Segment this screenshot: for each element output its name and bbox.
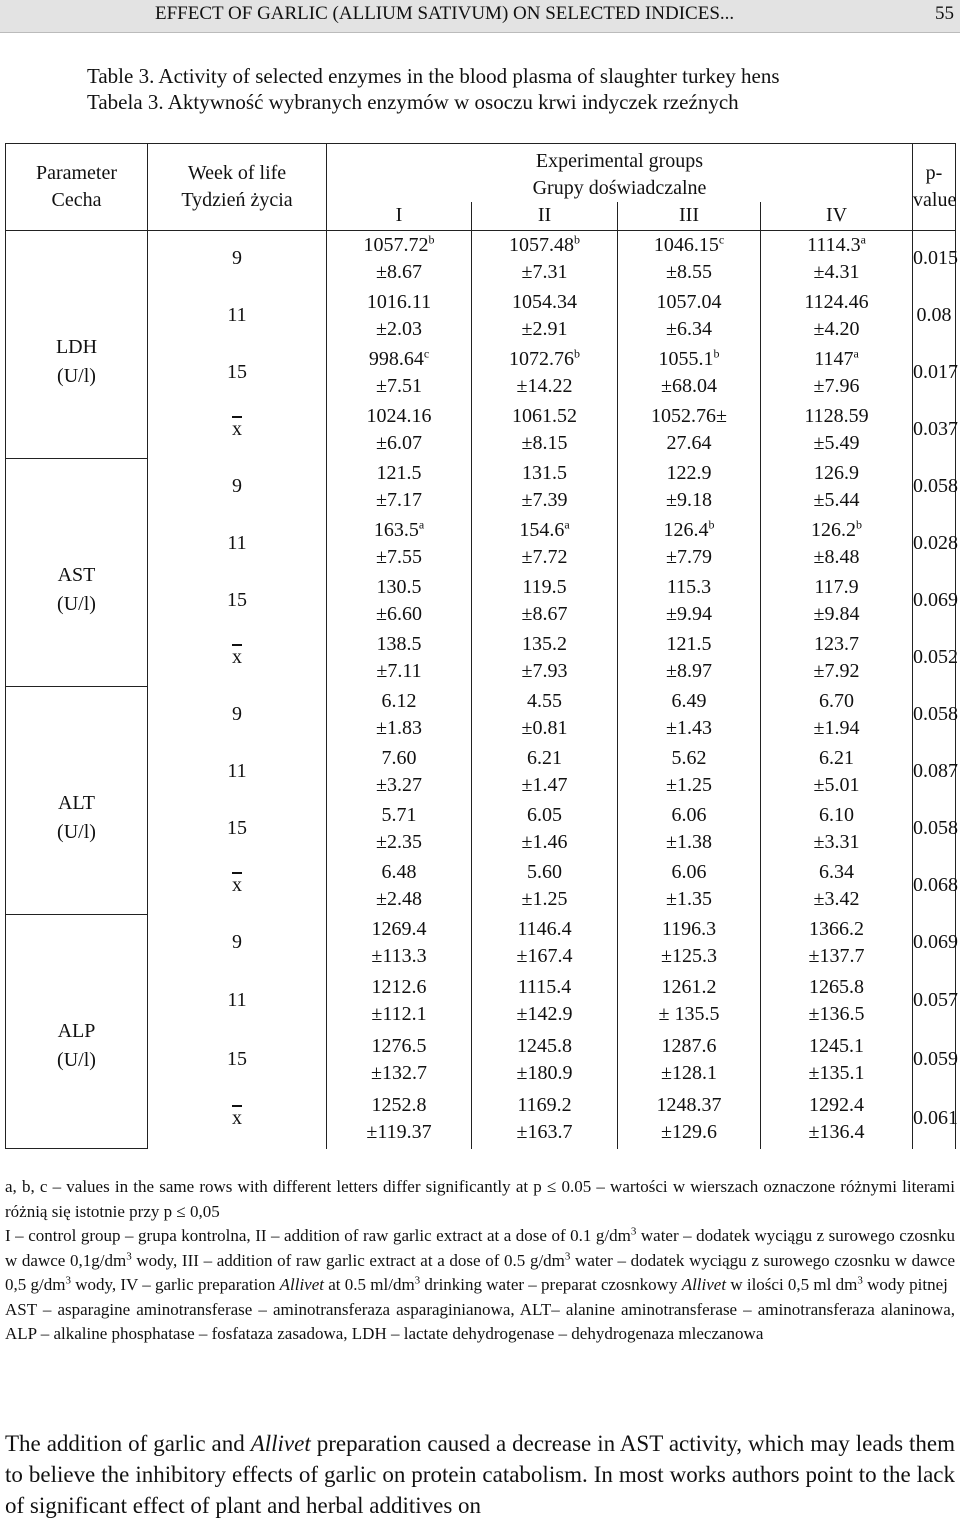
table-notes bbox=[5, 1175, 955, 1347]
sd-value: ±3.31 bbox=[813, 830, 860, 853]
mean-value: 1128.59 bbox=[804, 404, 869, 427]
value-cell-III bbox=[618, 344, 761, 401]
value-cell-I bbox=[327, 800, 472, 857]
sd-value: ±1.38 bbox=[666, 830, 712, 853]
sd-value: ±7.11 bbox=[376, 659, 422, 682]
mean-value: 1124.46 bbox=[804, 290, 869, 313]
sd-value: ±0.81 bbox=[521, 716, 568, 739]
page-header bbox=[0, 0, 960, 33]
sd-value: ±9.18 bbox=[666, 488, 712, 511]
mean-value: 1024.16 bbox=[366, 404, 432, 427]
value-cell-III bbox=[618, 1089, 761, 1148]
sd-value: ±9.94 bbox=[666, 602, 712, 625]
sd-value: ±3.42 bbox=[813, 887, 860, 910]
mean-value: 1146.4 bbox=[517, 917, 572, 940]
mean-value: 6.06 bbox=[671, 803, 707, 826]
value-cell-III bbox=[618, 515, 761, 572]
parameter-unit: (U/l) bbox=[57, 1048, 96, 1071]
sd-value: ±6.60 bbox=[376, 602, 422, 625]
pvalue-cell: 0.028 bbox=[913, 515, 956, 572]
mean-value: 6.06 bbox=[671, 860, 707, 883]
week-number: 11 bbox=[227, 304, 247, 327]
sd-value: ±7.96 bbox=[813, 374, 860, 397]
value-cell-IV bbox=[761, 743, 913, 800]
significance-letter: b bbox=[713, 345, 720, 360]
table-row bbox=[6, 800, 956, 857]
page-number: 55 bbox=[935, 3, 954, 24]
parameter-cell-ast bbox=[6, 458, 148, 686]
significance-letter: b bbox=[856, 516, 862, 531]
sd-value: ±7.55 bbox=[376, 545, 422, 568]
sd-value: ±7.31 bbox=[521, 260, 568, 283]
value-cell-II bbox=[472, 971, 618, 1030]
significance-letter: b bbox=[708, 516, 715, 531]
sd-value: ±132.7 bbox=[371, 1061, 427, 1084]
mean-value: 1269.4 bbox=[371, 917, 427, 940]
value-cell-II bbox=[472, 857, 618, 914]
value-cell-III bbox=[618, 287, 761, 344]
week-cell bbox=[148, 401, 327, 458]
parameter-cell-alt bbox=[6, 686, 148, 914]
week-cell bbox=[148, 743, 327, 800]
sd-value: ±1.94 bbox=[813, 716, 860, 739]
significance-letter: b bbox=[574, 345, 580, 360]
sd-value: ±6.34 bbox=[666, 317, 712, 340]
note-abbreviations: AST – asparagine aminotransferase – aminotransferaza asparaginianowa, ALT– alanine aminotransferase – aminotransferaza alaninowa, ALP – alkaline phosphatase – fosfataza zasadowa, LDH – lactate dehydrogenase – dehydrogenaza mleczanowa bbox=[5, 1299, 955, 1343]
sd-value: ±1.43 bbox=[666, 716, 712, 739]
mean-value: 138.5 bbox=[376, 632, 422, 655]
mean-value: 115.3 bbox=[666, 575, 712, 598]
significance-letter: a bbox=[564, 516, 570, 531]
parameter-unit: (U/l) bbox=[57, 820, 96, 843]
mean-value: 135.2 bbox=[522, 632, 567, 655]
value-cell-I bbox=[327, 971, 472, 1030]
value-cell-III bbox=[618, 800, 761, 857]
week-number: 9 bbox=[232, 247, 242, 270]
group-II-header: II bbox=[472, 202, 618, 230]
sd-value: ±14.22 bbox=[516, 374, 573, 397]
sd-value: ±7.51 bbox=[376, 374, 422, 397]
value-cell-II bbox=[472, 515, 618, 572]
week-number: 9 bbox=[232, 475, 242, 498]
value-cell-IV bbox=[761, 344, 913, 401]
mean-value: 7.60 bbox=[381, 746, 417, 769]
mean-value: 1114.3 bbox=[807, 233, 861, 256]
mean-value: 6.10 bbox=[819, 803, 854, 826]
table-row bbox=[6, 971, 956, 1030]
table-row bbox=[6, 914, 956, 971]
sd-value: ±68.04 bbox=[661, 374, 717, 397]
week-cell bbox=[148, 515, 327, 572]
sd-value: ±119.37 bbox=[366, 1120, 432, 1143]
mean-symbol: $\overline{x}$ bbox=[232, 1107, 242, 1130]
sd-value: ±8.67 bbox=[521, 602, 568, 625]
value-cell-III bbox=[618, 971, 761, 1030]
pvalue-cell: 0.069 bbox=[913, 914, 956, 971]
value-cell-IV bbox=[761, 629, 913, 686]
parameter-header: Parameter Cecha bbox=[6, 144, 148, 231]
value-cell-III bbox=[618, 857, 761, 914]
week-number: 15 bbox=[227, 589, 247, 612]
value-cell-I bbox=[327, 344, 472, 401]
value-cell-IV bbox=[761, 515, 913, 572]
sd-value: ±5.01 bbox=[813, 773, 860, 796]
sd-value: ±136.5 bbox=[808, 1002, 865, 1025]
mean-value: 130.5 bbox=[376, 575, 422, 598]
mean-value: 6.49 bbox=[671, 689, 707, 712]
sd-value: ±1.46 bbox=[521, 830, 568, 853]
table-row bbox=[6, 458, 956, 515]
sd-value: ±137.7 bbox=[808, 944, 865, 967]
enzyme-table bbox=[5, 143, 959, 1149]
value-cell-IV bbox=[761, 857, 913, 914]
value-cell-I bbox=[327, 572, 472, 629]
running-title: EFFECT OF GARLIC (ALLIUM SATIVUM) ON SELECTED INDICES... bbox=[155, 3, 735, 24]
significance-letter: b bbox=[428, 232, 435, 247]
value-cell-I bbox=[327, 914, 472, 971]
mean-value: 119.5 bbox=[522, 575, 567, 598]
table-row bbox=[6, 1030, 956, 1089]
mean-value: 6.21 bbox=[527, 746, 562, 769]
mean-value: 126.9 bbox=[814, 461, 859, 484]
value-cell-I bbox=[327, 458, 472, 515]
group-I-header: I bbox=[327, 202, 472, 230]
pvalue-header: p-value bbox=[913, 144, 956, 231]
mean-value: 121.5 bbox=[666, 632, 712, 655]
sd-value: ±1.25 bbox=[521, 887, 568, 910]
pvalue-cell: 0.08 bbox=[913, 287, 956, 344]
table-row bbox=[6, 287, 956, 344]
mean-value: 5.60 bbox=[527, 860, 562, 883]
mean-value: 1054.34 bbox=[512, 290, 577, 313]
parameter-unit: (U/l) bbox=[57, 364, 96, 387]
parameter-cell-ldh bbox=[6, 230, 148, 458]
week-number: 15 bbox=[227, 817, 247, 840]
pvalue-cell: 0.068 bbox=[913, 857, 956, 914]
mean-value: 131.5 bbox=[522, 461, 567, 484]
week-number: 11 bbox=[227, 989, 247, 1012]
value-cell-II bbox=[472, 686, 618, 743]
mean-value: 5.62 bbox=[671, 746, 707, 769]
value-cell-III bbox=[618, 629, 761, 686]
table-caption-pl: Tabela 3. Aktywność wybranych enzymów w osoczu krwi indyczek rzeźnych bbox=[87, 90, 739, 114]
sd-value: ±5.49 bbox=[813, 431, 860, 454]
mean-value: 126.2 bbox=[811, 518, 856, 541]
value-cell-I bbox=[327, 1030, 472, 1089]
sd-value: ±1.83 bbox=[376, 716, 422, 739]
pvalue-cell: 0.061 bbox=[913, 1089, 956, 1148]
parameter-name: AST bbox=[57, 563, 96, 586]
mean-value: 1057.04 bbox=[656, 290, 722, 313]
pvalue-cell: 0.058 bbox=[913, 800, 956, 857]
sd-value: ±5.44 bbox=[813, 488, 860, 511]
value-cell-I bbox=[327, 686, 472, 743]
week-cell bbox=[148, 686, 327, 743]
mean-value: 6.48 bbox=[381, 860, 417, 883]
value-cell-III bbox=[618, 230, 761, 287]
sd-value: ±125.3 bbox=[661, 944, 717, 967]
value-cell-IV bbox=[761, 914, 913, 971]
week-cell bbox=[148, 1030, 327, 1089]
week-number: 9 bbox=[232, 703, 242, 726]
value-cell-III bbox=[618, 686, 761, 743]
sd-value: ±9.84 bbox=[813, 602, 860, 625]
week-header: Week of life Tydzień życia bbox=[148, 144, 327, 231]
week-cell bbox=[148, 230, 327, 287]
mean-value: 998.64 bbox=[368, 347, 424, 370]
sd-value: ±8.15 bbox=[521, 431, 568, 454]
week-cell bbox=[148, 971, 327, 1030]
mean-value: 1261.2 bbox=[661, 975, 717, 998]
mean-value: 1212.6 bbox=[371, 975, 427, 998]
sd-value: ±167.4 bbox=[516, 944, 573, 967]
sd-value: ±1.35 bbox=[666, 887, 712, 910]
significance-letter: a bbox=[418, 516, 425, 531]
value-cell-I bbox=[327, 401, 472, 458]
value-cell-II bbox=[472, 458, 618, 515]
sd-value: ±136.4 bbox=[808, 1120, 865, 1143]
week-cell bbox=[148, 629, 327, 686]
mean-value: 6.21 bbox=[819, 746, 854, 769]
week-cell bbox=[148, 572, 327, 629]
mean-value: 1055.1 bbox=[658, 347, 714, 370]
sd-value: ±1.47 bbox=[521, 773, 568, 796]
value-cell-I bbox=[327, 287, 472, 344]
parameter-name: ALT bbox=[57, 791, 96, 814]
value-cell-III bbox=[618, 914, 761, 971]
significance-letter: b bbox=[574, 232, 580, 247]
sd-value: ±135.1 bbox=[808, 1061, 865, 1084]
pvalue-cell: 0.069 bbox=[913, 572, 956, 629]
pvalue-cell: 0.015 bbox=[913, 230, 956, 287]
sd-value: ± 135.5 bbox=[658, 1002, 720, 1025]
sd-value: ±7.92 bbox=[813, 659, 860, 682]
sd-value: ±8.97 bbox=[666, 659, 712, 682]
week-number: 15 bbox=[227, 1048, 247, 1071]
mean-value: 1057.72 bbox=[363, 233, 429, 256]
table-row bbox=[6, 230, 956, 287]
mean-value: 117.9 bbox=[814, 575, 859, 598]
mean-value: 4.55 bbox=[527, 689, 562, 712]
mean-value: 1366.2 bbox=[809, 917, 864, 940]
sd-value: ±112.1 bbox=[371, 1002, 427, 1025]
table-row bbox=[6, 344, 956, 401]
mean-value: 1016.11 bbox=[366, 290, 432, 313]
sd-value: ±7.79 bbox=[666, 545, 712, 568]
mean-value: 1169.2 bbox=[517, 1093, 572, 1116]
mean-value: 1245.8 bbox=[517, 1034, 572, 1057]
value-cell-I bbox=[327, 230, 472, 287]
mean-value: 1292.4 bbox=[809, 1093, 864, 1116]
week-number: 9 bbox=[232, 931, 242, 954]
value-cell-IV bbox=[761, 401, 913, 458]
mean-value: 1057.48 bbox=[509, 233, 574, 256]
mean-value: 126.4 bbox=[663, 518, 709, 541]
value-cell-I bbox=[327, 515, 472, 572]
groups-header: Experimental groups Grupy doświadczalne bbox=[327, 144, 913, 203]
mean-symbol: $\overline{x}$ bbox=[232, 646, 242, 669]
value-cell-II bbox=[472, 344, 618, 401]
sd-value: ±2.35 bbox=[376, 830, 422, 853]
parameter-name: ALP bbox=[57, 1019, 96, 1042]
table-row bbox=[6, 1089, 956, 1148]
pvalue-cell: 0.017 bbox=[913, 344, 956, 401]
significance-letter: a bbox=[860, 232, 866, 247]
mean-value: 1072.76 bbox=[509, 347, 574, 370]
pvalue-cell: 0.087 bbox=[913, 743, 956, 800]
mean-value: 1287.6 bbox=[661, 1034, 717, 1057]
parameter-unit: (U/l) bbox=[57, 592, 96, 615]
sd-value: ±129.6 bbox=[661, 1120, 717, 1143]
pvalue-cell: 0.059 bbox=[913, 1030, 956, 1089]
sd-value: ±7.72 bbox=[521, 545, 568, 568]
value-cell-I bbox=[327, 857, 472, 914]
mean-value: 6.12 bbox=[381, 689, 417, 712]
parameter-name: LDH bbox=[55, 335, 98, 358]
mean-value: 123.7 bbox=[814, 632, 859, 655]
value-cell-II bbox=[472, 401, 618, 458]
pvalue-cell: 0.052 bbox=[913, 629, 956, 686]
group-IV-header: IV bbox=[761, 202, 913, 230]
table-row bbox=[6, 401, 956, 458]
value-cell-II bbox=[472, 1089, 618, 1148]
table-row bbox=[6, 857, 956, 914]
sd-value: ±6.07 bbox=[376, 431, 422, 454]
sd-value: ±4.31 bbox=[813, 260, 860, 283]
mean-value: 6.34 bbox=[819, 860, 854, 883]
sd-value: 27.64 bbox=[666, 431, 712, 454]
value-cell-II bbox=[472, 800, 618, 857]
mean-value: 1115.4 bbox=[517, 975, 572, 998]
value-cell-II bbox=[472, 287, 618, 344]
parameter-cell-alp bbox=[6, 914, 148, 1148]
value-cell-I bbox=[327, 1089, 472, 1148]
week-cell bbox=[148, 1089, 327, 1148]
table-row bbox=[6, 629, 956, 686]
value-cell-III bbox=[618, 458, 761, 515]
table-row bbox=[6, 686, 956, 743]
sd-value: ±7.93 bbox=[521, 659, 568, 682]
sd-value: ±7.39 bbox=[521, 488, 568, 511]
group-III-header: III bbox=[618, 202, 761, 230]
value-cell-II bbox=[472, 914, 618, 971]
sd-value: ±142.9 bbox=[516, 1002, 573, 1025]
sd-value: ±8.67 bbox=[376, 260, 422, 283]
week-cell bbox=[148, 287, 327, 344]
significance-letter: c bbox=[423, 345, 430, 360]
mean-value: 1196.3 bbox=[661, 917, 717, 940]
value-cell-I bbox=[327, 743, 472, 800]
mean-value: 1147 bbox=[814, 347, 854, 370]
sd-value: ±2.03 bbox=[376, 317, 422, 340]
week-number: 11 bbox=[227, 760, 247, 783]
week-number: 15 bbox=[227, 361, 247, 384]
mean-value: 5.71 bbox=[381, 803, 417, 826]
value-cell-IV bbox=[761, 686, 913, 743]
sd-value: ±180.9 bbox=[516, 1061, 573, 1084]
value-cell-I bbox=[327, 629, 472, 686]
value-cell-II bbox=[472, 743, 618, 800]
value-cell-IV bbox=[761, 458, 913, 515]
pvalue-cell: 0.037 bbox=[913, 401, 956, 458]
mean-value: 1046.15 bbox=[653, 233, 719, 256]
table-caption-en: Table 3. Activity of selected enzymes in the blood plasma of slaughter turkey hens bbox=[87, 64, 780, 88]
value-cell-III bbox=[618, 743, 761, 800]
mean-value: 163.5 bbox=[373, 518, 419, 541]
value-cell-III bbox=[618, 572, 761, 629]
week-cell bbox=[148, 344, 327, 401]
table-row bbox=[6, 743, 956, 800]
value-cell-II bbox=[472, 230, 618, 287]
mean-value: 1061.52 bbox=[512, 404, 577, 427]
value-cell-IV bbox=[761, 230, 913, 287]
mean-value: 6.05 bbox=[527, 803, 562, 826]
value-cell-II bbox=[472, 629, 618, 686]
value-cell-II bbox=[472, 1030, 618, 1089]
table-row bbox=[6, 572, 956, 629]
sd-value: ±1.25 bbox=[666, 773, 712, 796]
week-cell bbox=[148, 458, 327, 515]
sd-value: ±7.17 bbox=[376, 488, 422, 511]
value-cell-IV bbox=[761, 971, 913, 1030]
sd-value: ±2.91 bbox=[521, 317, 568, 340]
week-cell bbox=[148, 800, 327, 857]
note-significance: a, b, c – values in the same rows with different letters differ significantly at p ≤ 0.05 – wartości w wierszach oznaczone różnymi literami różnią się istotnie przy p ≤ 0,05 bbox=[5, 1177, 955, 1221]
significance-letter: c bbox=[718, 232, 725, 247]
value-cell-III bbox=[618, 1030, 761, 1089]
note-groups: I – control group – grupa kontrolna, II – addition of raw garlic extract at a dose of 0.1 $g/dm^3$ water – dodatek wyciągu z surowego czosnku w dawce $0,1g/dm^3$ wody, III – addition of raw garlic extract at a dose of 0.5 $g/dm^3$ water – dodatek wyciągu z surowego czosnku w dawce 0,5 $g/dm^3$ wody, IV – garlic preparation Allivet at 0.5 $ml/dm^3$ drinking water – preparat czosnkowy Allivet w ilości 0,5 ml $dm^3$ wody pitnej bbox=[5, 1225, 956, 1294]
sd-value: ±128.1 bbox=[661, 1061, 717, 1084]
value-cell-III bbox=[618, 401, 761, 458]
mean-symbol: $\overline{x}$ bbox=[232, 874, 242, 897]
week-number: 11 bbox=[227, 532, 247, 555]
mean-value: 121.5 bbox=[376, 461, 422, 484]
sd-value: ±163.7 bbox=[516, 1120, 573, 1143]
sd-value: ±8.48 bbox=[813, 545, 860, 568]
value-cell-II bbox=[472, 572, 618, 629]
sd-value: ±8.55 bbox=[666, 260, 712, 283]
mean-value: 1245.1 bbox=[809, 1034, 864, 1057]
value-cell-IV bbox=[761, 1030, 913, 1089]
mean-value: 154.6 bbox=[519, 518, 565, 541]
value-cell-IV bbox=[761, 800, 913, 857]
week-cell bbox=[148, 914, 327, 971]
mean-value: 122.9 bbox=[666, 461, 712, 484]
value-cell-IV bbox=[761, 287, 913, 344]
sd-value: ±113.3 bbox=[371, 944, 427, 967]
sd-value: ±3.27 bbox=[376, 773, 422, 796]
body-paragraph: The addition of garlic and Allivet preparation caused a decrease in AST activity, which may leads them to believe the inhibitory effects of garlic on protein catabolism. In most works authors point to the lack of significant effect of plant and herbal additives on bbox=[5, 1431, 955, 1518]
sd-value: ±4.20 bbox=[813, 317, 860, 340]
pvalue-cell: 0.057 bbox=[913, 971, 956, 1030]
pvalue-cell: 0.058 bbox=[913, 458, 956, 515]
week-cell bbox=[148, 857, 327, 914]
mean-value: 1265.8 bbox=[809, 975, 864, 998]
mean-symbol: $\overline{x}$ bbox=[232, 418, 242, 441]
mean-value: 1276.5 bbox=[371, 1034, 427, 1057]
sd-value: ±2.48 bbox=[376, 887, 422, 910]
mean-value: 1248.37 bbox=[656, 1093, 722, 1116]
pvalue-cell: 0.058 bbox=[913, 686, 956, 743]
mean-value: 1052.76± bbox=[651, 404, 727, 427]
mean-value: 6.70 bbox=[819, 689, 854, 712]
value-cell-IV bbox=[761, 1089, 913, 1148]
table-row bbox=[6, 515, 956, 572]
significance-letter: a bbox=[853, 345, 859, 360]
mean-value: 1252.8 bbox=[371, 1093, 427, 1116]
value-cell-IV bbox=[761, 572, 913, 629]
